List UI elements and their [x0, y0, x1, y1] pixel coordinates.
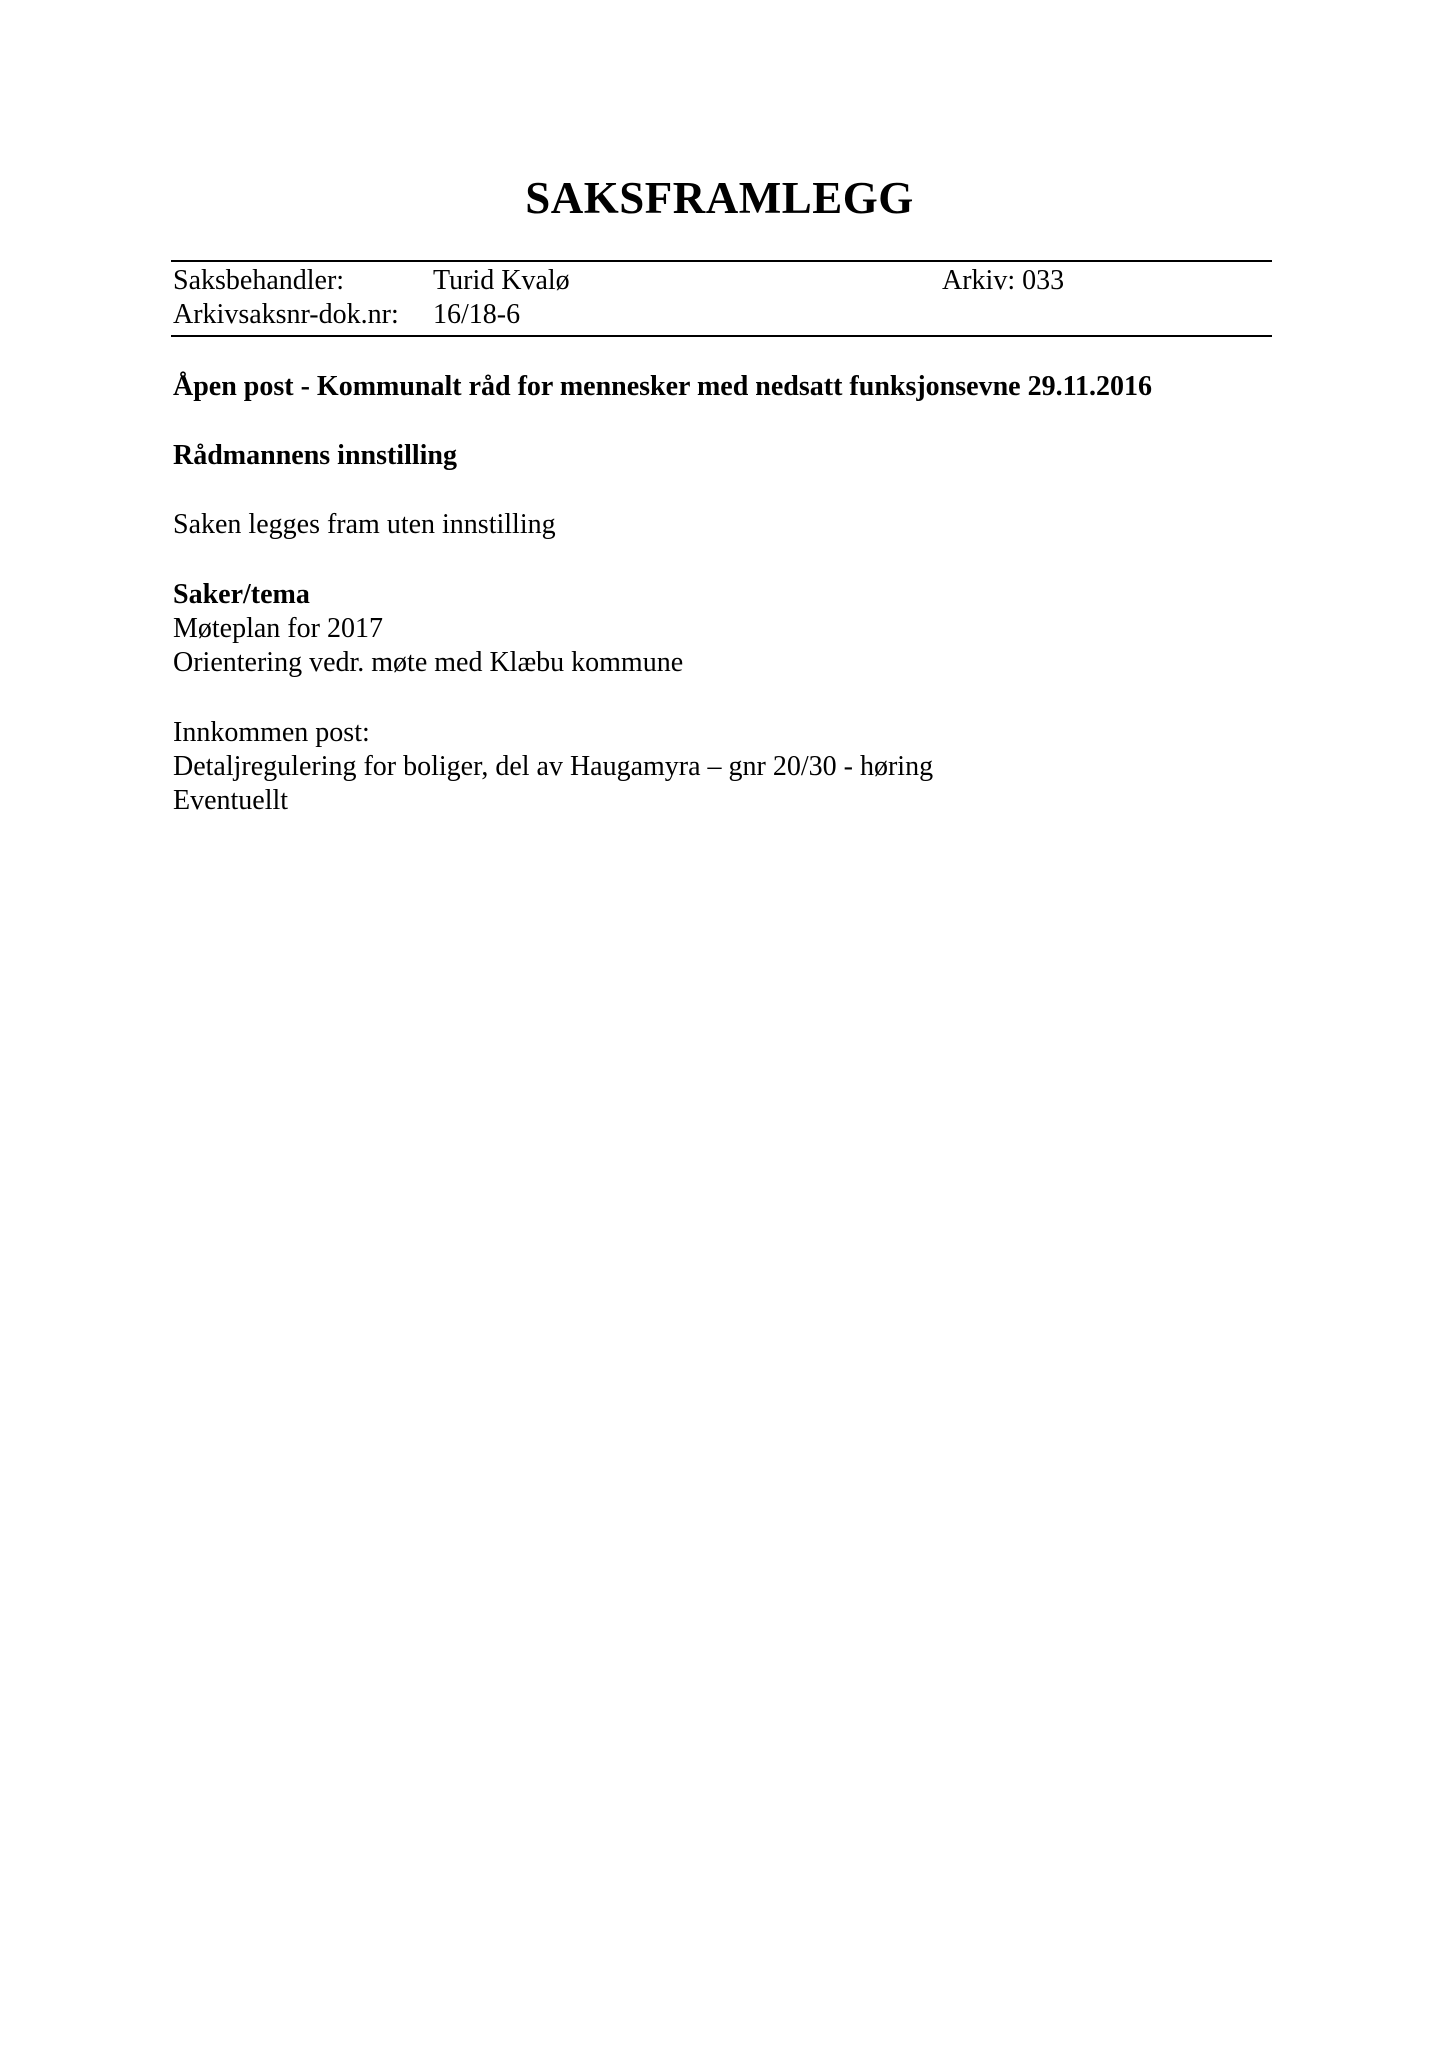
topic-item: Møteplan for 2017 [173, 613, 383, 644]
topics-section [173, 578, 683, 680]
incoming-item: Eventuellt [173, 785, 289, 816]
arkivsaksnr-label: Arkivsaksnr-dok.nr: [173, 299, 399, 330]
topic-item: Orientering vedr. møte med Klæbu kommune [173, 647, 684, 678]
subject-heading: Åpen post - Kommunalt råd for mennesker med nedsatt funksjonsevne 29.11.2016 [173, 371, 1153, 402]
recommendation-heading: Rådmannens innstilling [173, 440, 457, 471]
incoming-item: Detaljregulering for boliger, del av Haugamyra – gnr 20/30 - høring [173, 751, 934, 782]
arkiv-value: Arkiv: 033 [942, 265, 1065, 296]
incoming-label: Innkommen post: [173, 717, 370, 748]
saksbehandler-label: Saksbehandler: [173, 265, 345, 296]
header-bottom-rule [171, 335, 1272, 337]
arkivsaksnr-value: 16/18-6 [433, 299, 521, 330]
incoming-section [173, 716, 933, 818]
document-title: SAKSFRAMLEGG [525, 173, 914, 223]
recommendation-text: Saken legges fram uten innstilling [173, 509, 556, 540]
topics-heading: Saker/tema [173, 579, 310, 610]
saksbehandler-value: Turid Kvalø [433, 265, 570, 296]
